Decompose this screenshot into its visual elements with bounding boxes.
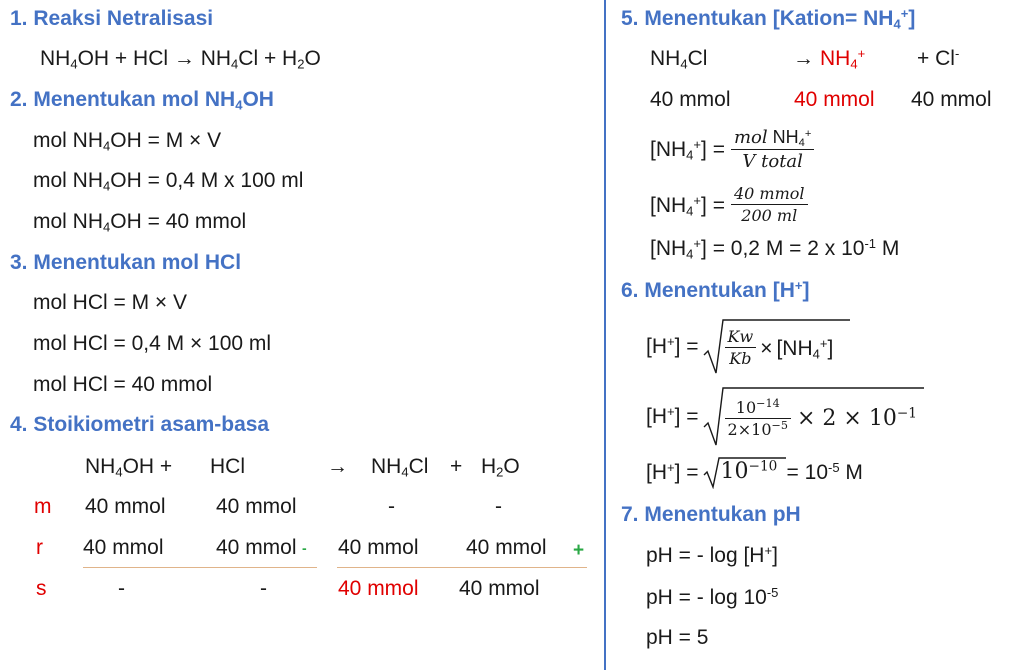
section-7-heading: 7. Menentukan pH xyxy=(621,503,801,526)
row-label-m: m xyxy=(34,495,52,518)
mol-nh4oh-line-2: mol $NH_4OH = 0,4$ M x 100 ml xyxy=(33,169,304,194)
reactant-sum-line xyxy=(83,567,317,568)
row-label-r: r xyxy=(36,536,43,559)
neutralization-reaction: $NH_4OH$ + HCl → $NH_4Cl + H_2O$ xyxy=(40,47,321,72)
plus-marker: + xyxy=(573,540,585,561)
stoich-plus: + xyxy=(450,455,463,478)
row-m-value-4: - xyxy=(495,495,502,518)
h-concentration-substitution: [H+] = $\frac{10^{-14}}{2\times 10^{-5}}$ × $2 \times 10^{-1}$ xyxy=(646,384,925,448)
row-r-value-1: 40 mmol xyxy=(83,536,164,559)
section-3-heading: 3. Menentukan mol HCl xyxy=(10,251,242,274)
row-m-value-2: 40 mmol xyxy=(216,495,297,518)
nh4-concentration-formula: $[NH_4^+]$ = $\frac{mol NH_4^+}{\text{V total}}$ xyxy=(650,124,814,174)
mol-nh4oh-line-1: mol $NH_4OH = M \times V$ xyxy=(33,129,222,154)
stoich-product-nh4cl: $NH_4Cl$ xyxy=(371,455,429,480)
ph-line-1: pH = - log [H+] xyxy=(646,542,778,567)
mol-hcl-line-1: mol HCl = M × V xyxy=(33,291,188,314)
dissociation-arrow: → xyxy=(793,47,814,70)
h-concentration-formula: [H+] = $\frac{Kw}{Kb}$ × $[NH_4^+]$ xyxy=(646,316,851,376)
nh4-concentration-substitution: $[NH_4^+]$ = $\frac{\text{40 mmol}}{200 ml}$ xyxy=(650,180,808,230)
section-6-heading: 6. Menentukan [H+] xyxy=(621,277,810,302)
row-s-value-4: 40 mmol xyxy=(459,577,540,600)
section-1-heading: 1. Reaksi Netralisasi xyxy=(10,7,214,30)
square-root-symbol-3: $10^{-10}$ xyxy=(703,455,787,489)
h-concentration-result: [H+] = $10^{-10}$ = $10^{-5}$ M xyxy=(646,454,863,490)
section-2-heading: 2. Menentukan mol $NH_4OH$ xyxy=(10,88,274,113)
product-sum-line xyxy=(337,567,587,568)
row-m-value-1: 40 mmol xyxy=(85,495,166,518)
amount-cl-ion: 40 mmol xyxy=(911,88,992,111)
stoich-reactant-hcl: HCl xyxy=(210,455,245,478)
mol-hcl-line-3: mol HCl = 40 mmol xyxy=(33,373,213,396)
row-label-s: s xyxy=(36,577,47,600)
column-divider xyxy=(604,0,606,670)
fraction-1e-14-over-2e-5: $\frac{10^{-14}}{2\times 10^{-5}}$ xyxy=(725,400,791,438)
stoich-reactant-nh4oh: $NH_4OH$ + xyxy=(85,455,173,480)
fraction-mol-over-volume: $\frac{mol NH_4^+}{\text{V total}}$ xyxy=(731,128,814,171)
row-s-value-1: - xyxy=(118,577,125,600)
fraction-kw-over-kb: $\frac{Kw}{Kb}$ xyxy=(725,329,757,367)
dissociation-nh4-ion: $NH_4^+$ xyxy=(820,45,866,72)
row-s-value-3: 40 mmol xyxy=(338,577,419,600)
minus-marker: - xyxy=(302,540,307,556)
fraction-40mmol-over-200ml: $\frac{\text{40 mmol}}{200 ml}$ xyxy=(731,186,808,224)
row-s-value-2: - xyxy=(260,577,267,600)
section-4-heading: 4. Stoikiometri asam-basa xyxy=(10,413,270,436)
dissociation-cl-ion: + Cl- xyxy=(917,45,960,70)
mol-hcl-line-2: mol HCl = 0,4 M × 100 ml xyxy=(33,332,272,355)
row-r-value-2: 40 mmol xyxy=(216,536,297,559)
nh4-concentration-result: $[NH_4^+] = 0,2$ M = 2 x $10^{-1}$ M xyxy=(650,235,900,262)
square-root-symbol: $\frac{Kw}{Kb}$ × $[NH_4^+]$ xyxy=(703,317,851,375)
section-5-heading: 5. Menentukan [Kation= $NH_4^+$] xyxy=(621,5,916,32)
row-r-value-4: 40 mmol xyxy=(466,536,547,559)
row-r-value-3: 40 mmol xyxy=(338,536,419,559)
dissociation-nh4cl: $NH_4Cl$ xyxy=(650,47,708,72)
square-root-symbol-2: $\frac{10^{-14}}{2\times 10^{-5}}$ × $2 \times 10^{-1}$ xyxy=(703,385,925,447)
stoich-arrow: → xyxy=(327,455,348,478)
row-m-value-3: - xyxy=(388,495,395,518)
amount-nh4cl: 40 mmol xyxy=(650,88,731,111)
ph-line-2: pH = - $\log 10^{-5}$ xyxy=(646,584,779,609)
stoich-product-h2o: $H_2O$ xyxy=(481,455,520,480)
mol-nh4oh-line-3: mol $NH_4OH = 40$ mmol xyxy=(33,210,247,235)
amount-nh4-ion: 40 mmol xyxy=(794,88,875,111)
ph-result: pH = 5 xyxy=(646,626,709,649)
